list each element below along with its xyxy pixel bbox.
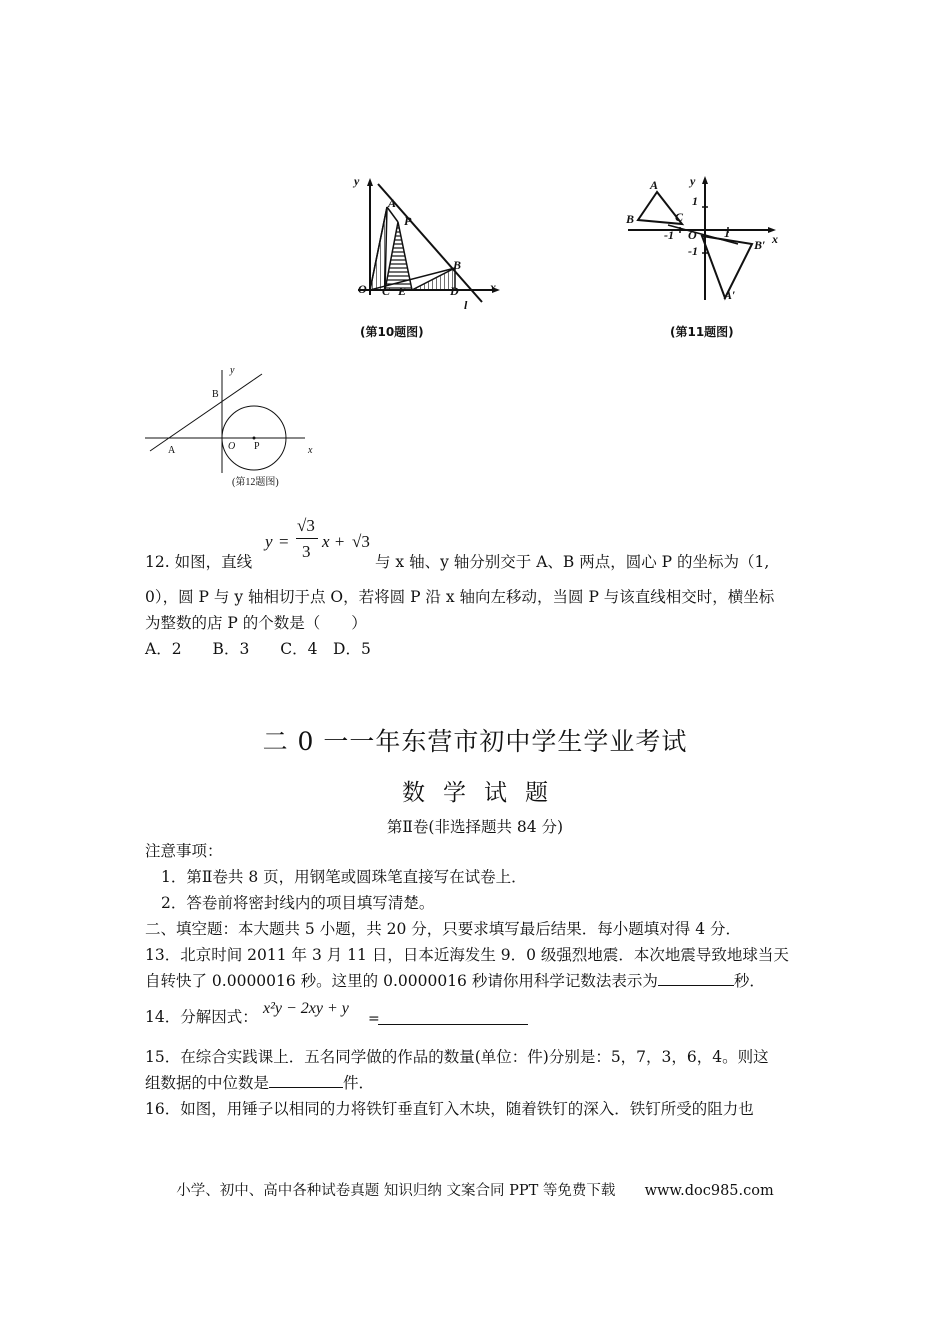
fig11-label-Ap: A′ xyxy=(724,288,736,302)
fig12-label-P: P xyxy=(254,441,260,452)
formula-y: y xyxy=(265,532,273,551)
fig10-label-x: x xyxy=(490,280,496,294)
fig12-label-x: x xyxy=(308,445,313,456)
q13-unit: 秒． xyxy=(733,972,765,990)
fig11-label-B: B xyxy=(626,212,635,226)
fig11-label-one-y: 1 xyxy=(692,194,698,208)
footer xyxy=(0,1178,950,1204)
footer-text: 小学、初中、高中各种试卷真题 知识归纳 文案合同 PPT 等免费下载 xyxy=(176,1183,616,1199)
q12-prefix: 12. 如图，直线 xyxy=(145,553,253,571)
fig10-caption: (第10题图) xyxy=(360,325,424,339)
fig10-label-D: D xyxy=(450,284,459,298)
fig11-label-y: y xyxy=(690,174,696,188)
fig12-label-B: B xyxy=(212,389,219,400)
fig11-caption: (第11题图) xyxy=(670,325,734,339)
q15-line1: 15．在综合实践课上．五名同学做的作品的数量(单位：件)分别是：5，7，3，6，4。则这 xyxy=(145,1048,769,1066)
q15-answer-blank[interactable] xyxy=(269,1071,343,1088)
fig10-label-A: A xyxy=(388,196,397,210)
formula-sqrt3: √3 xyxy=(352,532,370,551)
q12-options: A．2 B．3 C．4 D．5 xyxy=(145,640,371,658)
fig11-label-O: O xyxy=(688,228,697,242)
fig10-label-E: E xyxy=(398,284,407,298)
q16-line1: 16．如图，用锤子以相同的力将铁钉垂直钉入木块，随着铁钉的深入．铁钉所受的阻力也 xyxy=(145,1100,754,1118)
q12-line2: 0），圆 P 与 y 轴相切于点 O，若将圆 P 沿 x 轴向左移动，当圆 P 与该直线相交时，横坐标 xyxy=(145,588,775,606)
q15-line2-prefix: 组数据的中位数是 xyxy=(145,1074,270,1092)
fig12-caption: (第12题图) xyxy=(232,477,279,488)
notes xyxy=(145,838,815,1122)
q14-expression: x²y − 2xy + y xyxy=(263,1000,349,1017)
fig11-label-Bp: B′ xyxy=(754,238,766,252)
q12-suffix: 与 x 轴、y 轴分别交于 A、B 两点，圆心 P 的坐标为（1, xyxy=(375,553,770,571)
exam-section: 第Ⅱ卷(非选择题共 84 分) xyxy=(386,818,564,836)
fig11-label-one-x: 1 xyxy=(724,226,730,240)
fig10-label-P: P xyxy=(404,214,412,228)
fig10-label-B: B xyxy=(453,258,462,272)
q14-eq: = xyxy=(368,1011,380,1027)
fig12-label-O: O xyxy=(228,441,236,452)
q13-line2 xyxy=(145,968,815,994)
fig11-label-A: A xyxy=(650,178,659,192)
fig12-label-A: A xyxy=(168,445,176,456)
q14-prefix: 14．分解因式： xyxy=(145,1008,258,1026)
q12-line3: 为整数的店 P 的个数是（ ） xyxy=(145,614,367,632)
fig12-label-y: y xyxy=(230,365,235,376)
figure-10 xyxy=(340,170,510,350)
fig11-label-C: C xyxy=(675,210,684,224)
figure-12-diagram xyxy=(140,365,330,475)
figure-10-diagram xyxy=(340,170,510,320)
figure-12 xyxy=(140,365,330,495)
q14-answer-blank[interactable] xyxy=(378,1008,528,1025)
notes-heading: 注意事项： xyxy=(145,842,223,860)
q13-line2-text: 自转快了 0.0000016 秒。这里的 0.0000016 秒请你用科学记数法表示为 xyxy=(145,972,658,990)
fig10-label-y: y xyxy=(354,174,360,188)
fig11-label-neg1-x: -1 xyxy=(664,228,674,242)
formula-den: 3 xyxy=(302,542,311,561)
fig11-label-neg1-y: -1 xyxy=(688,244,698,258)
fig10-label-l: l xyxy=(464,298,468,312)
figure-11 xyxy=(620,170,790,350)
formula-eq: = xyxy=(279,532,289,551)
formula-x-plus: x + xyxy=(322,532,346,551)
fig10-label-O: O xyxy=(358,282,367,296)
notes-item-1: 1．第Ⅱ卷共 8 页，用钢笔或圆珠笔直接写在试卷上． xyxy=(161,868,527,886)
question-12 xyxy=(145,512,815,662)
fig11-label-x: x xyxy=(772,232,778,246)
exam-title: 二 0 一一年东营市初中学生学业考试 xyxy=(262,727,688,756)
q13-answer-blank[interactable] xyxy=(658,969,734,986)
footer-url[interactable]: www.doc985.com xyxy=(644,1183,774,1199)
q12-formula xyxy=(265,514,380,570)
q13-line1: 13．北京时间 2011 年 3 月 11 日，日本近海发生 9．0 级强烈地震．本次地震导致地球当天 xyxy=(145,946,789,964)
notes-item-2: 2．答卷前将密封线内的项目填写清楚。 xyxy=(161,894,435,912)
exam-subject: 数学试题 xyxy=(402,780,566,806)
q15-line2-suffix: 件． xyxy=(343,1074,375,1092)
fig10-label-C: C xyxy=(382,284,391,298)
fill-in-intro: 二、填空题：本大题共 5 小题，共 20 分，只要求填写最后结果．每小题填对得 4 分． xyxy=(145,920,742,938)
formula-sqrt3-num: √3 xyxy=(297,516,315,535)
q15-line2 xyxy=(145,1070,815,1096)
q14 xyxy=(145,998,815,1032)
